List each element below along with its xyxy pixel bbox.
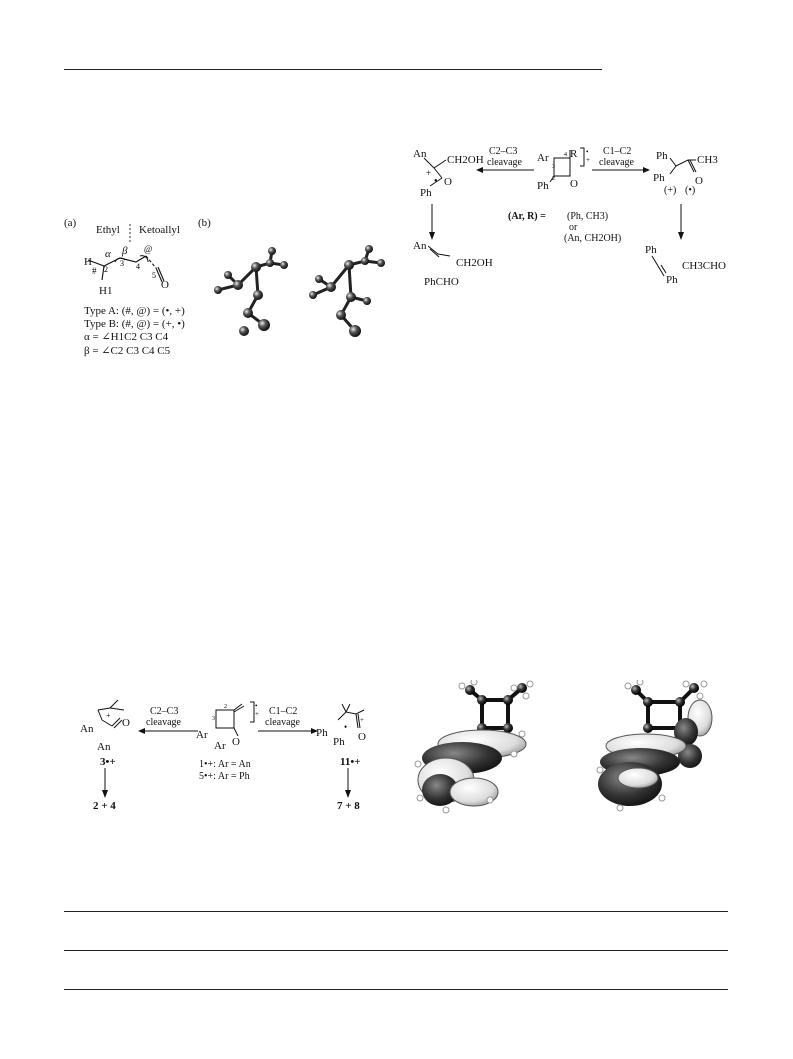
ethyl-label: Ethyl bbox=[96, 224, 120, 236]
prod-left-an: An bbox=[413, 240, 427, 252]
alpha-def: α = ∠H1C2 C3 C4 bbox=[84, 331, 169, 343]
beta-label: β bbox=[122, 245, 128, 257]
svg-text:•: • bbox=[434, 176, 438, 187]
c1c2-label-bottom: cleavage bbox=[599, 157, 634, 168]
ketoallyl-label: Ketoallyl bbox=[139, 224, 180, 236]
ar-r-val2: (An, CH2OH) bbox=[564, 233, 622, 244]
molecular-model-1 bbox=[208, 235, 298, 345]
alpha-label: α bbox=[105, 248, 111, 260]
prod-right-ph2: Ph bbox=[666, 274, 678, 286]
center-o: O bbox=[570, 178, 578, 190]
right-ph2: Ph bbox=[653, 172, 665, 184]
table-rule-bottom bbox=[64, 989, 728, 990]
arrow-down-left-3 bbox=[101, 768, 109, 798]
atom-3: 3 bbox=[120, 259, 124, 268]
svg-text:3: 3 bbox=[552, 164, 555, 170]
h-upper-label: H bbox=[84, 256, 92, 268]
left-radical-bonds bbox=[420, 150, 460, 190]
at-marker: @ bbox=[144, 244, 153, 254]
arrow-c2c3 bbox=[476, 166, 534, 174]
h1-label: H1 bbox=[99, 285, 113, 297]
center-l1: 1•+: Ar = An bbox=[199, 759, 251, 770]
prod-right-ph1: Ph bbox=[645, 244, 657, 256]
arrow-down-right-3 bbox=[344, 768, 352, 798]
center-ph: Ph bbox=[537, 180, 549, 192]
center-ar2: Ar bbox=[214, 740, 226, 752]
orbital-render-left bbox=[410, 680, 545, 815]
c2c3-label-top: C2–C3 bbox=[489, 146, 518, 157]
left-label: 3•+ bbox=[100, 756, 116, 768]
c2c3-label-bottom-3: cleavage bbox=[146, 717, 181, 728]
svg-text:+: + bbox=[360, 716, 364, 724]
prod-left-alkene bbox=[428, 244, 458, 262]
left-an: An bbox=[413, 148, 427, 160]
left-ch2oh: CH2OH bbox=[447, 154, 484, 166]
svg-text:•: • bbox=[586, 148, 589, 156]
prod-left-phcho: PhCHO bbox=[424, 276, 459, 288]
center-l2: 5•+: Ar = Ph bbox=[199, 771, 250, 782]
header-rule bbox=[64, 69, 602, 70]
left-an2: An bbox=[97, 741, 111, 753]
ar-r-or: or bbox=[569, 222, 578, 233]
right-prod: 7 + 8 bbox=[337, 800, 360, 812]
type-a-def: Type A: (#, @) = (•, +) bbox=[84, 305, 185, 317]
right-ph2: Ph bbox=[333, 736, 345, 748]
beta-def: β = ∠C2 C3 C4 C5 bbox=[84, 345, 171, 357]
left-an1: An bbox=[80, 723, 94, 735]
type-b-def: Type B: (#, @) = (+, •) bbox=[84, 318, 185, 330]
hash-marker: # bbox=[92, 266, 97, 276]
o-label: O bbox=[161, 279, 169, 291]
c2c3-label-top-3: C2–C3 bbox=[150, 706, 179, 717]
svg-text:2: 2 bbox=[224, 704, 227, 710]
c2c3-label-bottom: cleavage bbox=[487, 157, 522, 168]
right-dot: (•) bbox=[685, 185, 696, 196]
center-ar1: Ar bbox=[196, 729, 208, 741]
left-o: O bbox=[444, 176, 452, 188]
ar-r-eq: (Ar, R) = bbox=[508, 211, 546, 222]
left-o: O bbox=[122, 717, 130, 729]
arrow-down-right bbox=[677, 204, 685, 240]
center-r: R bbox=[570, 148, 578, 160]
center-ar: Ar bbox=[537, 152, 549, 164]
prod-right-ch3cho: CH3CHO bbox=[682, 260, 727, 272]
right-ph1: Ph bbox=[316, 727, 328, 739]
svg-text:3: 3 bbox=[212, 716, 215, 722]
table-rule-top bbox=[64, 911, 728, 912]
right-o: O bbox=[358, 731, 366, 743]
svg-text:•: • bbox=[255, 702, 258, 710]
atom-2: 2 bbox=[104, 265, 108, 274]
svg-text:2: 2 bbox=[552, 176, 555, 182]
svg-text:+: + bbox=[426, 168, 432, 178]
left-ph: Ph bbox=[420, 187, 432, 199]
svg-text:+: + bbox=[106, 711, 111, 720]
right-ph1: Ph bbox=[656, 150, 668, 162]
left-prod: 2 + 4 bbox=[93, 800, 116, 812]
arrow-c2c3-3 bbox=[138, 727, 198, 735]
molecular-model-2 bbox=[303, 235, 393, 345]
table-rule-middle bbox=[64, 950, 728, 951]
svg-text:•: • bbox=[344, 722, 348, 732]
right-radical-bonds bbox=[666, 154, 702, 184]
arrow-c1c2-3 bbox=[258, 727, 318, 735]
center-o: O bbox=[232, 736, 240, 748]
atom-5: 5 bbox=[152, 271, 156, 280]
oxetane-ring bbox=[548, 144, 594, 194]
right-ch3: CH3 bbox=[697, 154, 718, 166]
c1c2-label-top-3: C1–C2 bbox=[269, 706, 298, 717]
svg-text:+: + bbox=[586, 156, 590, 164]
ar-r-val1: (Ph, CH3) bbox=[567, 211, 609, 222]
panel-a-label: (a) bbox=[64, 217, 77, 229]
left-radical-3 bbox=[88, 696, 138, 740]
right-o: O bbox=[695, 175, 703, 187]
orbital-render-right bbox=[590, 680, 725, 815]
svg-text:+: + bbox=[255, 710, 259, 718]
c1c2-label-top: C1–C2 bbox=[603, 146, 632, 157]
right-plus: (+) bbox=[664, 185, 677, 196]
ethyl-ketoallyl-structure bbox=[80, 222, 190, 297]
svg-text:4: 4 bbox=[564, 152, 567, 158]
arrow-c1c2 bbox=[592, 166, 650, 174]
atom-4: 4 bbox=[136, 262, 140, 271]
prod-left-ch2oh: CH2OH bbox=[456, 257, 493, 269]
arrow-down-left bbox=[428, 204, 436, 240]
right-label: 11•+ bbox=[340, 756, 361, 768]
panel-b-label: (b) bbox=[198, 217, 211, 229]
c1c2-label-bottom-3: cleavage bbox=[265, 717, 300, 728]
